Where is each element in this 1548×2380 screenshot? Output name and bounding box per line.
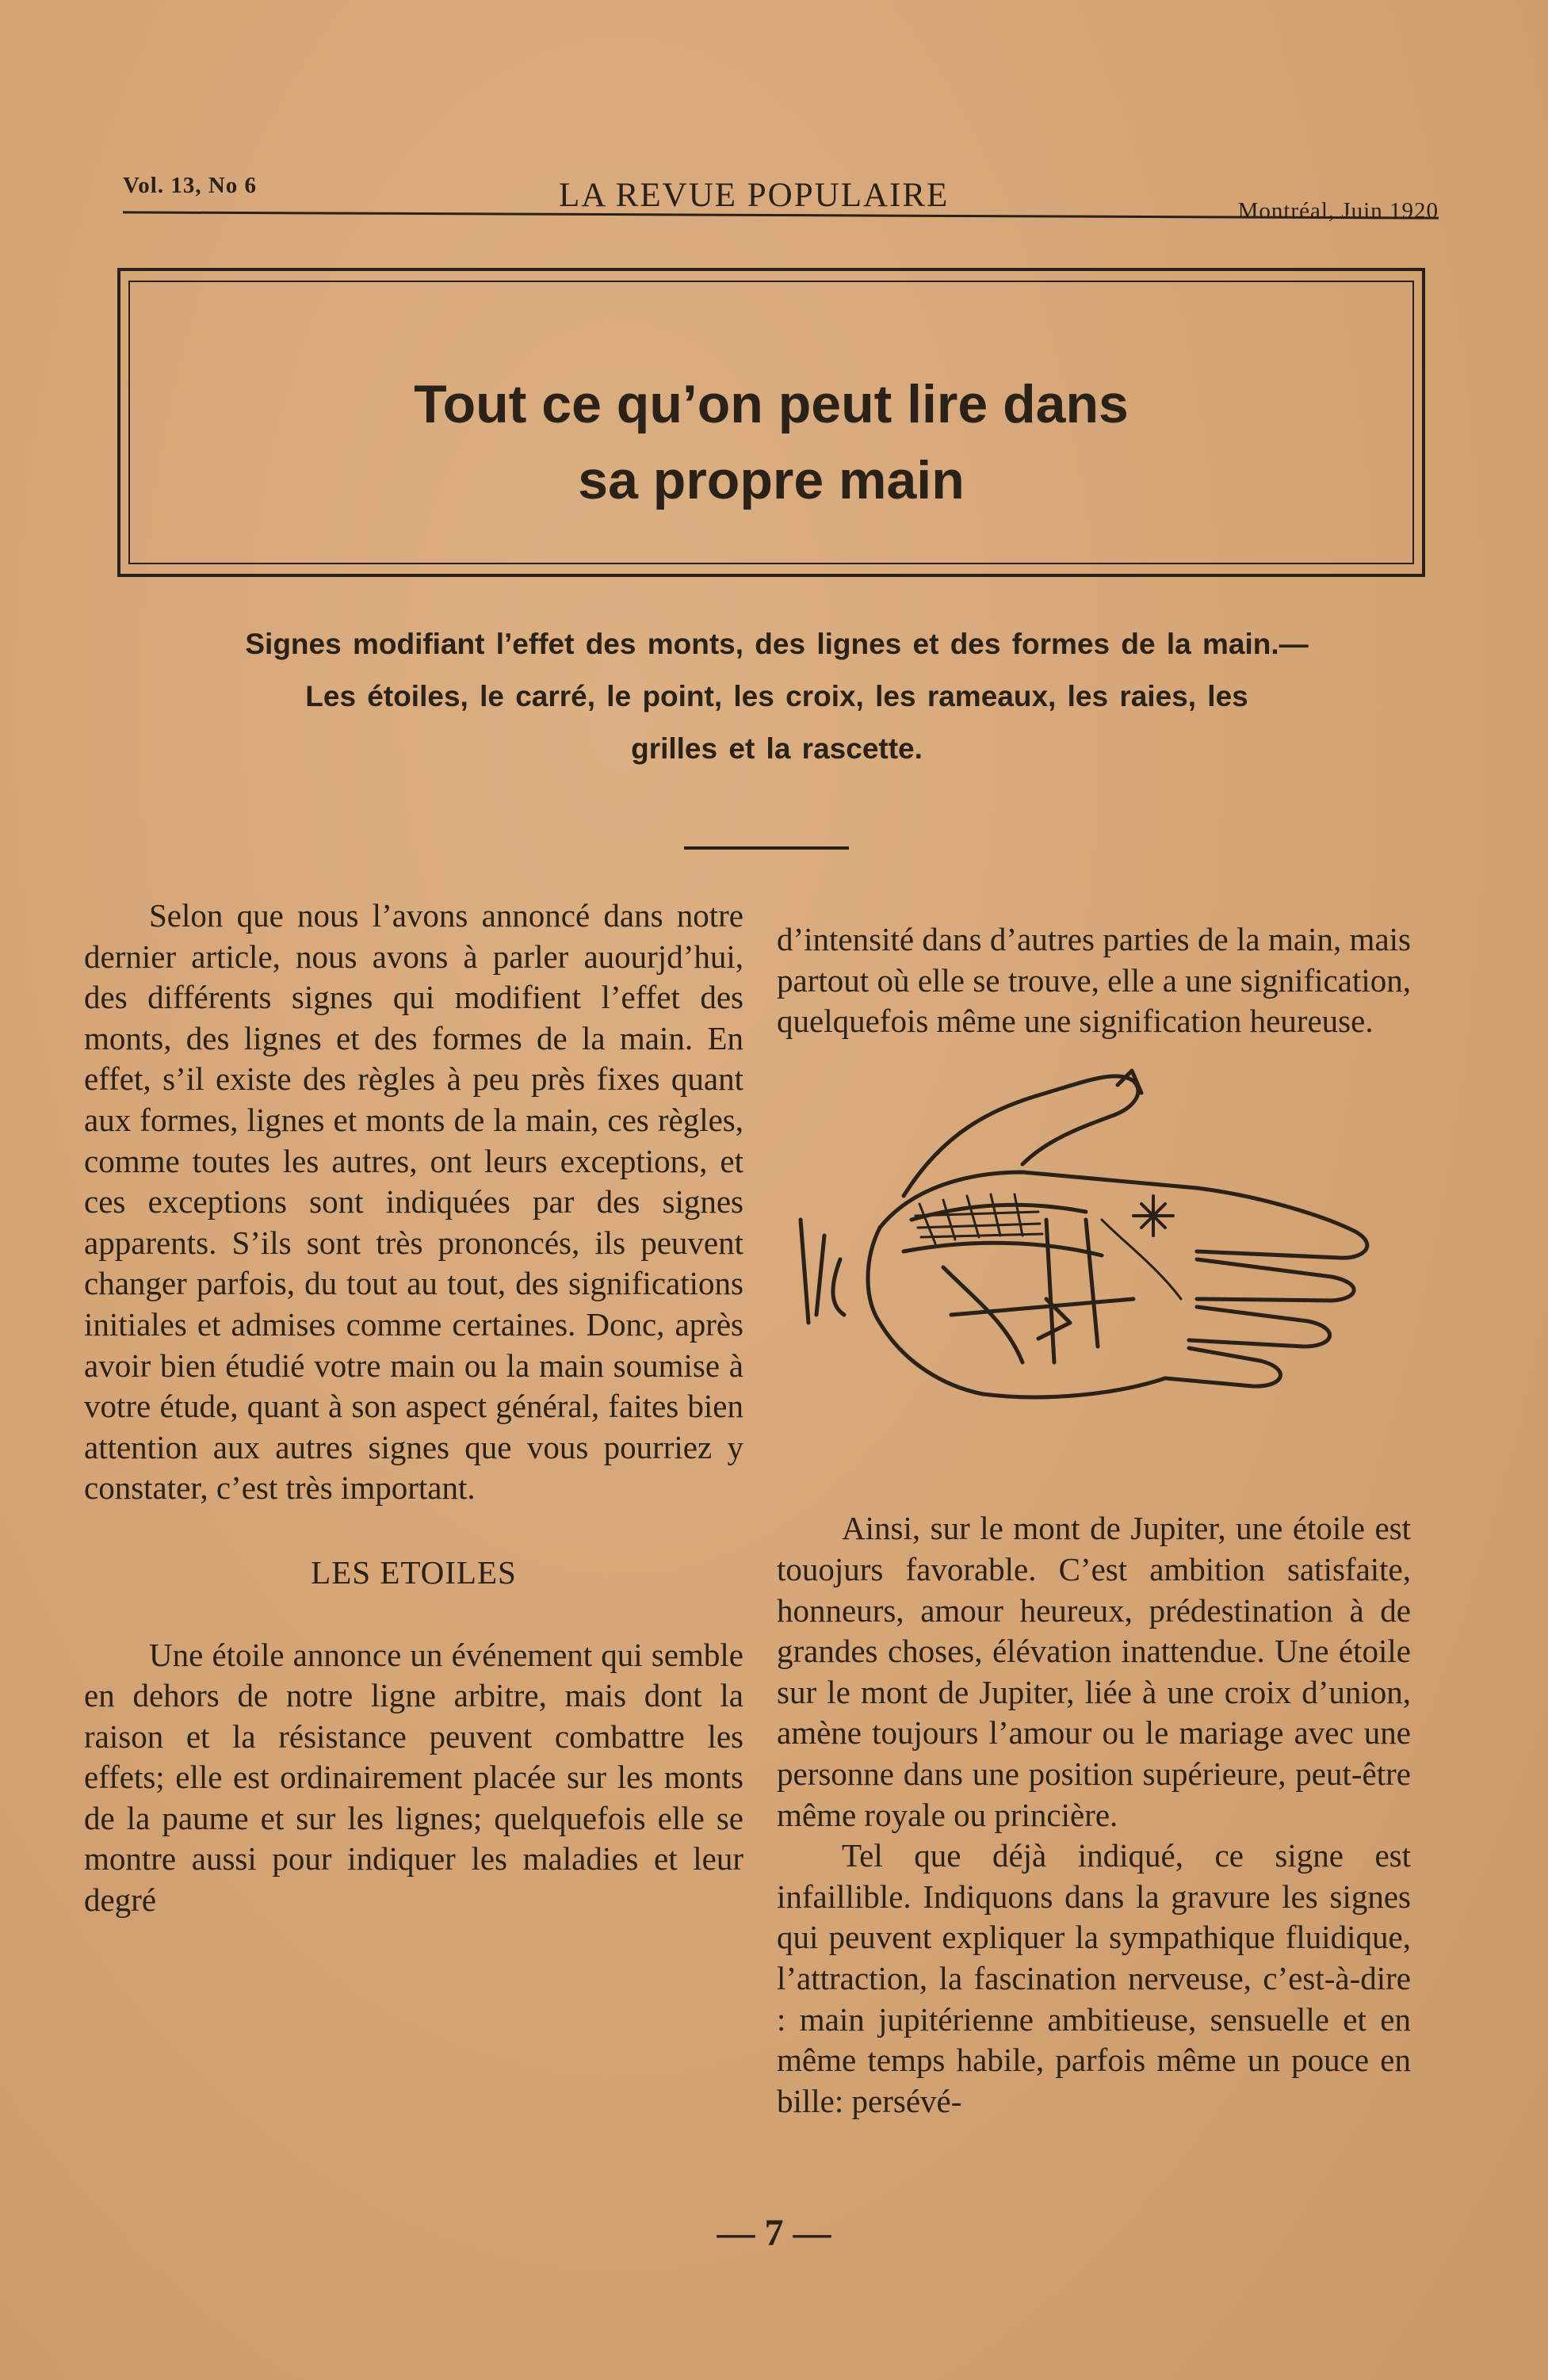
hand-illustration <box>785 1061 1403 1481</box>
paragraph: d’intensité dans d’autres parties de la main, mais partout où elle se trouve, elle a une signification, quelquefois même une signification heureuse. <box>777 921 1411 1040</box>
section-subheading: LES ETOILES <box>311 1553 517 1591</box>
column-right <box>777 919 1411 2122</box>
title-box <box>117 268 1425 577</box>
deck-line-1: Signes modifiant l’effet des monts, des lignes et des formes de la main.— <box>245 628 1309 660</box>
column-left <box>84 896 743 1921</box>
title-line-2: sa propre main <box>578 450 965 510</box>
page-number: — 7 — <box>717 2212 831 2254</box>
running-header <box>123 166 1439 222</box>
article-deck <box>127 618 1427 775</box>
paragraph: Selon que nous l’avons annoncé dans notre dernier article, nous avons à parler auourjd’hui, des différents signes qui modifient l’effet des monts, des lignes et des formes de la main. En effet, s’il existe des règles à peu près fixes quant aux formes, lignes et monts de la main, ces règles, comme toutes les autres, ont leurs exceptions, et ces exceptions sont indiquées par des signes apparents. S’ils sont très prononcés, ils peuvent changer parfois, du tout au tout, des significations initiales et admises comme certaines. Donc, après avoir bien étudié votre main ou la main soumise à votre étude, quant à son aspect général, faites bien attention aux autres signes que vous pourriez y constater, c’est très important. <box>84 897 743 1507</box>
article-title <box>120 366 1422 518</box>
title-line-1: Tout ce qu’on peut lire dans <box>414 374 1129 434</box>
paragraph: Ainsi, sur le mont de Jupiter, une étoile est touojurs favorable. C’est ambition satisfaite, honneurs, amour heureux, prédestination à de grandes choses, élévation inattendue. Une étoile sur le mont de Jupiter, liée à une croix d’union, amène toujours l’amour ou le mariage avec une personne dans une position supérieure, peut-être même royale ou princière. <box>777 1510 1411 1833</box>
deck-divider <box>684 846 849 850</box>
journal-name: LA REVUE POPULAIRE <box>559 177 950 214</box>
deck-line-3: grilles et la rascette. <box>631 732 923 765</box>
paragraph: Une étoile annonce un événement qui semble en dehors de notre ligne arbitre, mais dont la raison et la résistance peuvent combattre les effets; elle est ordinairement placée sur les monts de la paume et sur les lignes; quelquefois elle se montre aussi pour indiquer les maladies et leur degré <box>84 1636 743 1919</box>
place-date: Montréal, Juin 1920 <box>1237 198 1439 223</box>
volume-number: Vol. 13, No 6 <box>123 173 258 198</box>
paragraph: Tel que déjà indiqué, ce signe est infaillible. Indiquons dans la gravure les signes qui peuvent expliquer la sympathique fluidique, l’attraction, la fascination nerveuse, c’est-à-dire : main jupitérienne ambitieuse, sensuelle et en même temps habile, parfois même un pouce en bille: persévé- <box>777 1837 1411 2119</box>
deck-line-2: Les étoiles, le carré, le point, les croix, les rameaux, les raies, les <box>305 680 1248 712</box>
